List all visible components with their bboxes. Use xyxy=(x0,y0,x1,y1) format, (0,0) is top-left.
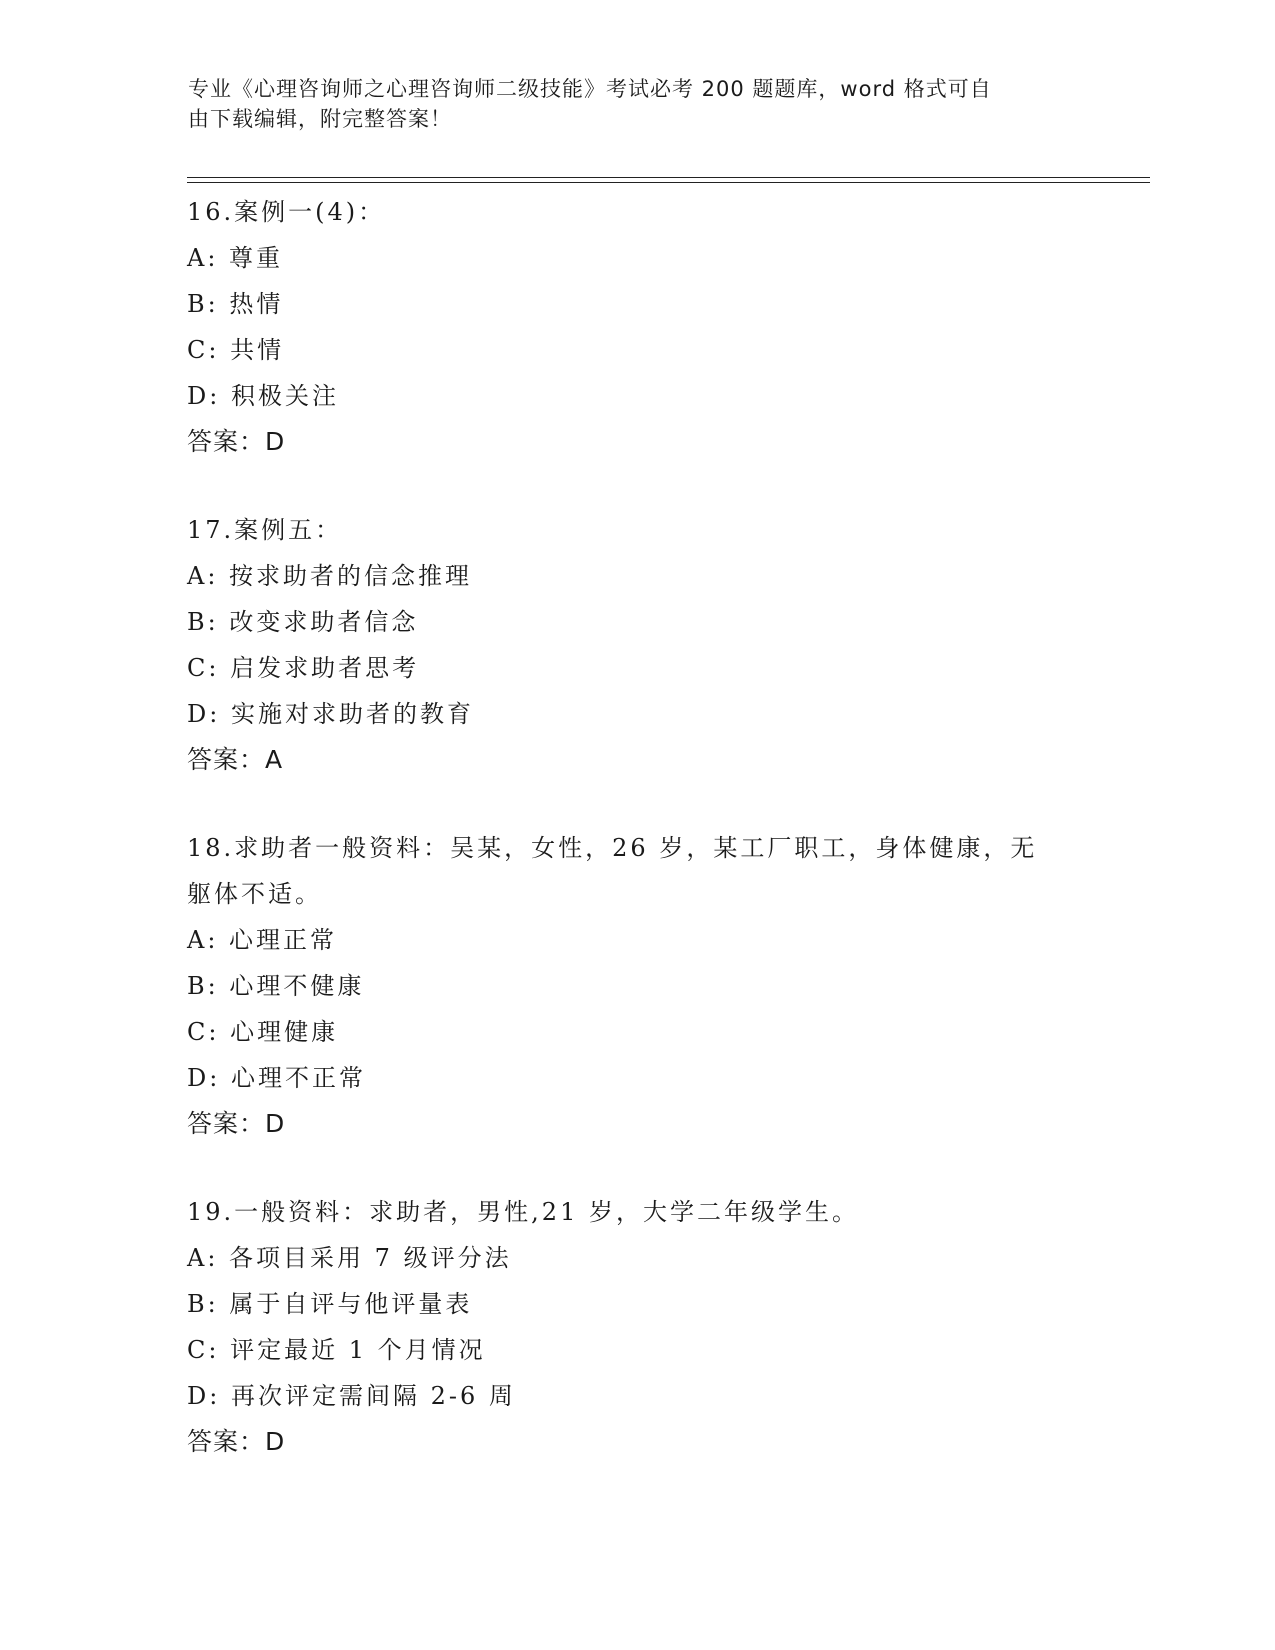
option-d: D: 再次评定需间隔 2-6 周 xyxy=(187,1382,516,1410)
option-d: D: 积极关注 xyxy=(187,382,339,410)
option-d: D: 实施对求助者的教育 xyxy=(187,700,474,728)
question-16 xyxy=(187,189,1087,465)
answer-line: 答案：D xyxy=(187,427,286,456)
answer-line: 答案：A xyxy=(187,745,284,774)
option-c: C: 评定最近 1 个月情况 xyxy=(187,1336,486,1364)
option-a: A: 各项目采用 7 级评分法 xyxy=(187,1244,512,1272)
header-divider-bottom xyxy=(187,182,1150,183)
question-17 xyxy=(187,507,1087,783)
option-a: A: 尊重 xyxy=(187,244,284,272)
question-stem-continued: 躯体不适。 xyxy=(187,880,322,908)
question-stem: 17.案例五： xyxy=(187,516,343,544)
document-header xyxy=(188,74,1068,134)
option-b: B: 改变求助者信念 xyxy=(187,608,419,636)
question-stem: 18.求助者一般资料：吴某，女性，26 岁，某工厂职工，身体健康，无 xyxy=(187,834,1038,862)
option-c: C: 心理健康 xyxy=(187,1018,339,1046)
option-a: A: 心理正常 xyxy=(187,926,338,954)
question-19 xyxy=(187,1189,1087,1465)
header-line-1: 专业《心理咨询师之心理咨询师二级技能》考试必考 200 题题库，word 格式可自 xyxy=(188,77,992,101)
option-c: C: 共情 xyxy=(187,336,285,364)
question-18 xyxy=(187,825,1087,1147)
option-a: A: 按求助者的信念推理 xyxy=(187,562,473,590)
option-b: B: 属于自评与他评量表 xyxy=(187,1290,473,1318)
header-divider-top xyxy=(187,177,1150,178)
header-line-2: 由下载编辑，附完整答案！ xyxy=(188,107,452,131)
answer-line: 答案：D xyxy=(187,1109,286,1138)
option-b: B: 心理不健康 xyxy=(187,972,365,1000)
option-d: D: 心理不正常 xyxy=(187,1064,366,1092)
option-c: C: 启发求助者思考 xyxy=(187,654,420,682)
option-b: B: 热情 xyxy=(187,290,284,318)
answer-line: 答案：D xyxy=(187,1427,286,1456)
question-stem: 16.案例一(4)： xyxy=(187,198,386,226)
question-stem: 19.一般资料：求助者，男性,21 岁，大学二年级学生。 xyxy=(187,1198,859,1226)
